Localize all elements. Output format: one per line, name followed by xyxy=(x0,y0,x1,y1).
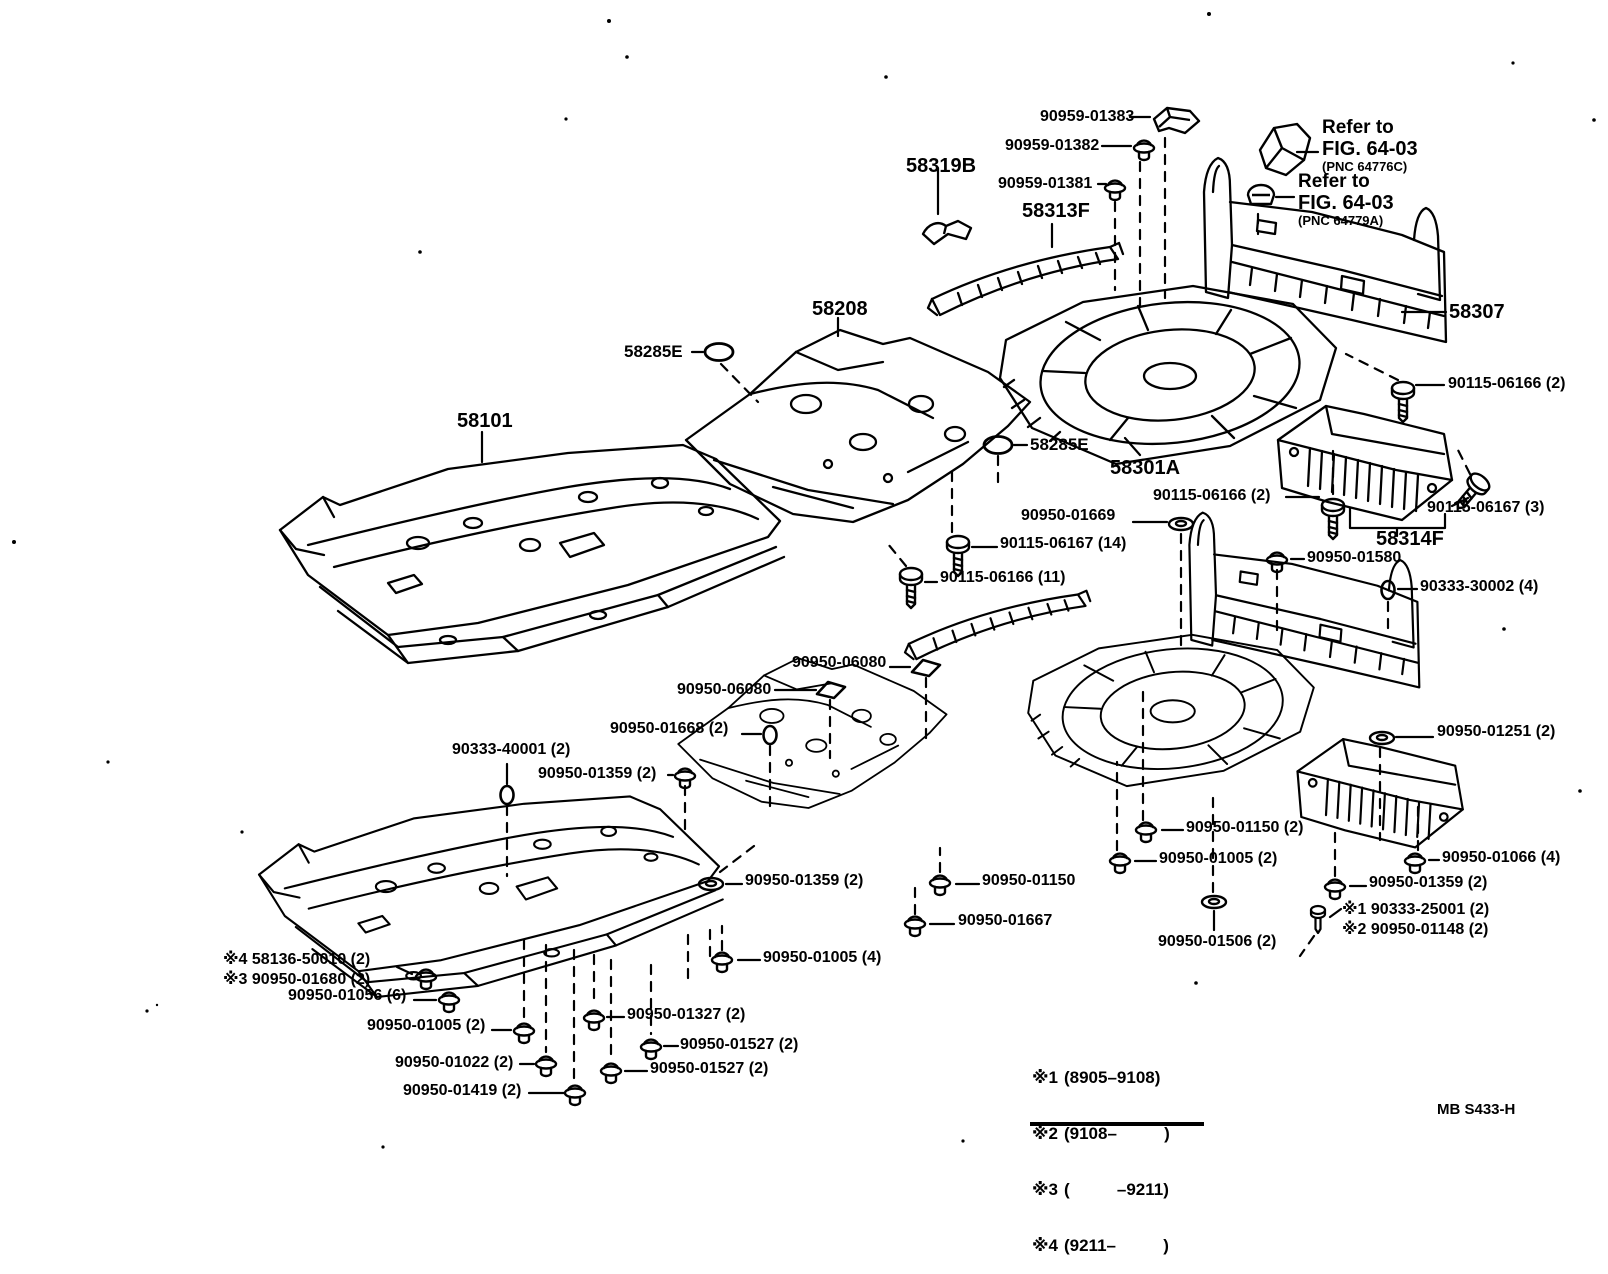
label-58319B: 58319B xyxy=(906,155,977,177)
front-floor-pan-lower xyxy=(259,796,723,997)
leader-lines xyxy=(397,117,1468,1093)
label-90115-06167-3: 90115-06167 (3) xyxy=(1427,499,1545,516)
label-90950-01580: 90950-01580 xyxy=(1307,549,1402,566)
bolt-icon xyxy=(947,536,969,576)
label-90333-30002-4: 90333-30002 (4) xyxy=(1420,578,1539,595)
spare-wheel-well-58301A xyxy=(1000,286,1336,464)
spare-wheel-well-lower xyxy=(1028,635,1314,786)
clip-icon xyxy=(439,993,459,1012)
clip-90959-01383-part xyxy=(1154,108,1199,133)
rear-end-panel-58307 xyxy=(1204,158,1446,342)
label-90950-01150: 90950-01150 xyxy=(982,872,1076,889)
label-90950-01668-2: 90950-01668 (2) xyxy=(610,720,729,737)
clip-icon xyxy=(905,917,925,936)
clip-icon xyxy=(641,1040,661,1059)
label-90115-06166-2-top: 90115-06166 (2) xyxy=(1448,375,1566,392)
legend-range: (9108– ) xyxy=(1063,1124,1170,1144)
label-58314F: 58314F xyxy=(1376,528,1444,550)
label-58101: 58101 xyxy=(457,410,513,432)
label-90950-01056-6: 90950-01056 (6) xyxy=(288,987,407,1004)
clip-icon xyxy=(601,1064,621,1083)
label-90950-01667: 90950-01667 xyxy=(958,912,1053,929)
clip-icon xyxy=(1110,854,1130,873)
label-90950-01005-2-r: 90950-01005 (2) xyxy=(1159,850,1278,867)
label-90950-01022-2: 90950-01022 (2) xyxy=(395,1054,514,1071)
label-90333-40001-2: 90333-40001 (2) xyxy=(452,741,571,758)
label-58313F: 58313F xyxy=(1022,200,1090,222)
label-90950-01359-2-c: 90950-01359 (2) xyxy=(745,872,864,889)
label-58307: 58307 xyxy=(1449,301,1505,323)
front-floor-pan-58101 xyxy=(280,445,784,663)
legend-row xyxy=(1032,1068,1170,1088)
bolt-icon xyxy=(900,568,922,608)
label-90115-06166-11: 90115-06166 (11) xyxy=(940,569,1066,586)
plug-oval-icon xyxy=(705,344,733,361)
label-90950-01359-2-a: 90950-01359 (2) xyxy=(538,765,657,782)
label-58285E-left: 58285E xyxy=(624,342,683,361)
clip-icon xyxy=(712,953,732,972)
label-90950-01251-2: 90950-01251 (2) xyxy=(1437,723,1556,740)
label-90959-01382: 90959-01382 xyxy=(1005,137,1100,154)
label-90950-01148-2: ※2 90950-01148 (2) xyxy=(1342,921,1489,938)
label-90115-06166-2-mid: 90115-06166 (2) xyxy=(1153,487,1271,504)
legend-row xyxy=(1032,1236,1170,1256)
center-floor-pan-lower xyxy=(678,658,946,808)
label-90959-01381: 90959-01381 xyxy=(998,175,1093,192)
label-90950-01005-4: 90950-01005 (4) xyxy=(763,949,882,966)
label-refer-fig-64-03-b: Refer to FIG. 64-03 (PNC 64779A) xyxy=(1298,171,1394,229)
legend-marker: ※2 xyxy=(1032,1124,1058,1144)
crossmember-lower xyxy=(905,591,1090,659)
lower-back-panel-58314F xyxy=(1278,406,1452,520)
bracket-58319B xyxy=(923,221,971,244)
label-58301A: 58301A xyxy=(1110,457,1181,479)
label-90950-01527-2-b: 90950-01527 (2) xyxy=(650,1060,769,1077)
clip-icon xyxy=(514,1024,534,1043)
clip-icon xyxy=(1405,854,1425,873)
label-90950-01005-2-b: 90950-01005 (2) xyxy=(367,1017,486,1034)
clip-icon xyxy=(1105,181,1125,200)
legend-range: (8905–9108) xyxy=(1063,1068,1161,1087)
grommet-icon xyxy=(1169,518,1193,530)
label-58208: 58208 xyxy=(812,298,868,320)
clip-icon xyxy=(930,876,950,895)
clip-icon xyxy=(536,1057,556,1076)
dashed-lines xyxy=(507,138,1470,1080)
rear-end-panel-lower xyxy=(1189,513,1419,688)
shim-icon xyxy=(912,660,940,676)
legend-row xyxy=(1032,1180,1170,1200)
legend-range: (9211– ) xyxy=(1063,1236,1169,1256)
legend-marker: ※4 xyxy=(1032,1236,1058,1256)
legend xyxy=(1032,1032,1170,1274)
clip-icon xyxy=(584,1011,604,1030)
refer-bracket-64776C xyxy=(1260,124,1310,175)
label-90950-01419-2: 90950-01419 (2) xyxy=(403,1082,522,1099)
ring-icon xyxy=(501,786,514,804)
grommet-icon xyxy=(1370,732,1394,744)
label-90950-01506-2: 90950-01506 (2) xyxy=(1158,933,1277,950)
clip-icon xyxy=(1134,141,1154,160)
plug-oval-icon xyxy=(984,437,1012,454)
legend-range: ( –9211) xyxy=(1063,1180,1169,1200)
pin-icon xyxy=(1311,906,1325,933)
grommet-icon xyxy=(1202,896,1226,908)
label-90115-06167-14: 90115-06167 (14) xyxy=(1000,535,1127,552)
legend-marker: ※1 xyxy=(1032,1068,1058,1087)
label-90950-01066-4: 90950-01066 (4) xyxy=(1442,849,1561,866)
label-90950-01327-2: 90950-01327 (2) xyxy=(627,1006,746,1023)
label-90950-01359-2-b: 90950-01359 (2) xyxy=(1369,874,1488,891)
legend-marker: ※3 xyxy=(1032,1180,1058,1200)
label-90959-01383: 90959-01383 xyxy=(1040,108,1135,125)
clip-icon xyxy=(1136,823,1156,842)
clip-icon xyxy=(1325,880,1345,899)
refer-clip-64779A xyxy=(1248,185,1274,204)
legend-row xyxy=(1032,1124,1170,1144)
label-90950-06080-a: 90950-06080 xyxy=(792,654,887,671)
label-90950-01680-2: ※3 90950-01680 (2) xyxy=(223,971,371,988)
bolt-icon xyxy=(1450,470,1493,515)
label-90950-06080-b: 90950-06080 xyxy=(677,681,772,698)
bolt-icon xyxy=(1392,382,1414,422)
clip-icon xyxy=(565,1086,585,1105)
label-58136-50010-2: ※4 58136-50010 (2) xyxy=(223,951,371,968)
label-90950-01150-2: 90950-01150 (2) xyxy=(1186,819,1304,836)
label-90950-01527-2-a: 90950-01527 (2) xyxy=(680,1036,799,1053)
label-refer-fig-64-03-a: Refer to FIG. 64-03 (PNC 64776C) xyxy=(1322,117,1418,175)
label-90950-01669: 90950-01669 xyxy=(1021,507,1116,524)
clip-icon xyxy=(416,970,436,989)
drawing-code: MB S433-H xyxy=(1437,1101,1516,1118)
label-58285E-right: 58285E xyxy=(1030,435,1089,454)
ring-icon xyxy=(764,726,777,744)
crossmember-58313F xyxy=(928,243,1123,315)
label-90333-25001-2: ※1 90333-25001 (2) xyxy=(1342,901,1490,918)
center-floor-pan-58208 xyxy=(686,330,1030,522)
